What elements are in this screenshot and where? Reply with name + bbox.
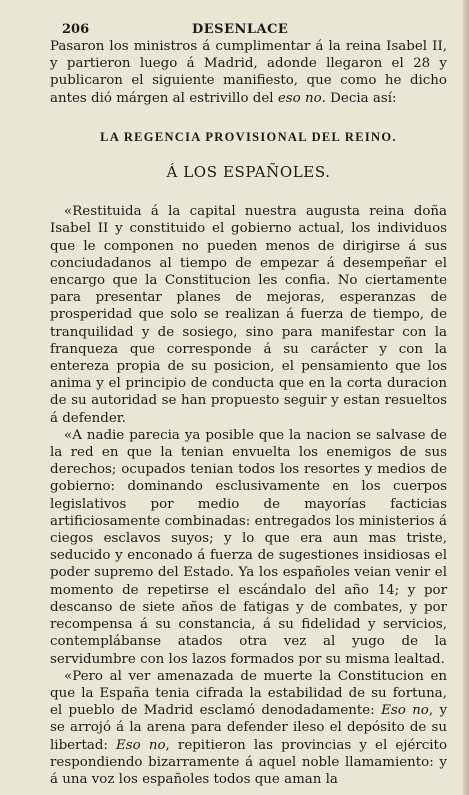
intro-paragraph (50, 38, 447, 107)
page-header (62, 22, 433, 38)
page-edge-shadow (463, 0, 469, 795)
intro-italic: eso no (277, 90, 322, 106)
section-title: LA REGENCIA PROVISIONAL DEL REINO. (100, 129, 397, 144)
p3-text-b: , y se arrojó á la arena para defender ileso el depósito de su libertad: (50, 703, 448, 753)
paragraph-3 (50, 668, 447, 788)
p3-italic-a: Eso no (381, 703, 429, 719)
p3-text-a: «Pero al ver amenazada de muerte la Constitucion en que la España tenia cifrada la estabilidad de su fortuna, el pueblo de Madrid esclamó denodadamente: (50, 668, 447, 719)
p3-italic-b: Eso no (116, 737, 166, 753)
paragraph-2: «A nadie parecia ya posible que la nacion se salvase de la red en que la tenian envuelta los enemigos de sus derechos; ocupados tenian todos los resortes y medios de gobierno: dominando esclusivamente en los cuerpos legislativos por medio de mayorías facticias artificiosamente combinadas: entregados los ministerios á ciegos esclavos suyos; y lo que era aun mas triste, seducido y enconado á fuerza de sugestiones insidiosas el poder supremo del Estado. Ya los españoles veian venir el momento de repetirse el escándalo del año 14; y por descanso de siete años de fatigas y de combates, y por recompensa á su constancia, á su fidelidad y servicios, contemplábanse atados otra vez al yugo de la servidumbre con los lazos formados por su misma lealtad. (50, 427, 447, 667)
paragraph-1: «Restituida á la capital nuestra augusta reina doña Isabel II y constituido el gobierno actual, los individuos que le componen no pueden menos de dirigirse á sus conciudadanos al tiempo de empezar á desempeñar el encargo que la Constitucion les confia. No ciertamente para presentar planes de mejoras, esperanzas de prosperidad que solo se realizan á fuerza de tiempo, de tranquilidad y de sosiego, sino para manifestar con la franqueza que corresponde á su carácter y con la entereza propia de su posicion, el pensamiento que los anima y el principio de conducta que en la corta duracion de su autoridad se han propuesto seguir y estan resueltos á defender. (50, 204, 447, 426)
section-subtitle: Á LOS ESPAÑOLES. (166, 163, 331, 182)
intro-tail: . Decia así: (321, 90, 397, 106)
page-number: 206 (62, 22, 90, 37)
p3-text-c: , repitieron las provincias y el ejército respondiendo bizarramente á aquel noble llamamiento: y á una voz los españoles todos que aman la (50, 737, 448, 787)
page-body (50, 38, 447, 788)
intro-text: Pasaron los ministros á cumplimentar á la reina Isabel II, y partieron luego á Madrid, adonde llegaron el 28 y publicaron el siguiente manifiesto, que como he dicho antes dió márgen al estrivillo del (50, 39, 447, 106)
running-title: DESENLACE (192, 22, 289, 37)
